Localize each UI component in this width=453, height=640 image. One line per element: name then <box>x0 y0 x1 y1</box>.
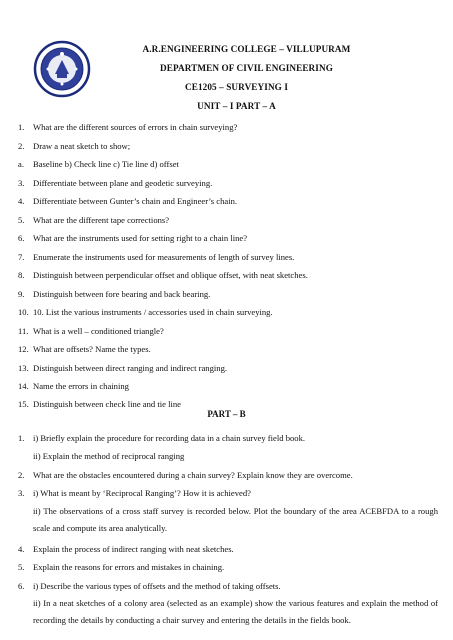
part-b-heading: PART – B <box>207 409 246 419</box>
department-name: DEPARTMEN OF CIVIL ENGINEERING <box>160 63 333 73</box>
document-page: A.R.ENGINEERING COLLEGE – VILLUPURAM DEPARTMEN OF CIVIL ENGINEERING CE1205 – SURVEYING I UNIT – I PART – A 1. What are the different sources of errors in chain surveying? 2. Draw a neat sketch to show; a. Baseline b) Check line c) Tie line d) offset 3. Differentiate between plane and geodetic surveying. 4. Differentiate between Gunter’s chain and Engineer’s chain. 5. What are the different tape corrections? 6. What are the instruments used for setting right to a chain line? 7. Enumerate the instruments used for measurements of length of survey lines. 8. Distinguish between perpendicular offset and oblique offset, with neat sketches. 9. Distinguish between fore bearing and back bearing. 10. 10. List the various instruments / accessories used in chain surveying. 11. What is a well – conditioned triangle? 12. What are offsets? Name the types. 13. Distinguish between direct ranging and indirect ranging. 14. Name the errors in chaining 15. Distinguish between check line and tie line PART – B 1. i) Briefly explain the procedure for recording data in a chain survey field book. ii) Explain the method of reciprocal ranging 2. What are the obstacles encountered during a chain survey? Explain know they are overcome. 3. i) What is meant by ‘Reciprocal Ranging’? How it is achieved? ii) The observations of a cross staff survey is recorded below. Plot the boundary of the area ACEBFDA to a rough scale and compute its area analytically. 4. Explain the process of indirect ranging with neat sketches. 5. Explain the reasons for errors and mistakes in chaining. 6. i) Describe the various types of offsets and the method of taking offsets. ii) In a neat sketches of a colony area (selected as an example) show the various features and explain the method of recording the details by conducting a chair survey and entering the details in the fields book. <box>0 0 453 640</box>
unit-part-heading: UNIT – I PART – A <box>197 101 276 111</box>
college-name: A.R.ENGINEERING COLLEGE – VILLUPURAM <box>142 44 351 54</box>
course-title: CE1205 – SURVEYING I <box>184 82 288 92</box>
